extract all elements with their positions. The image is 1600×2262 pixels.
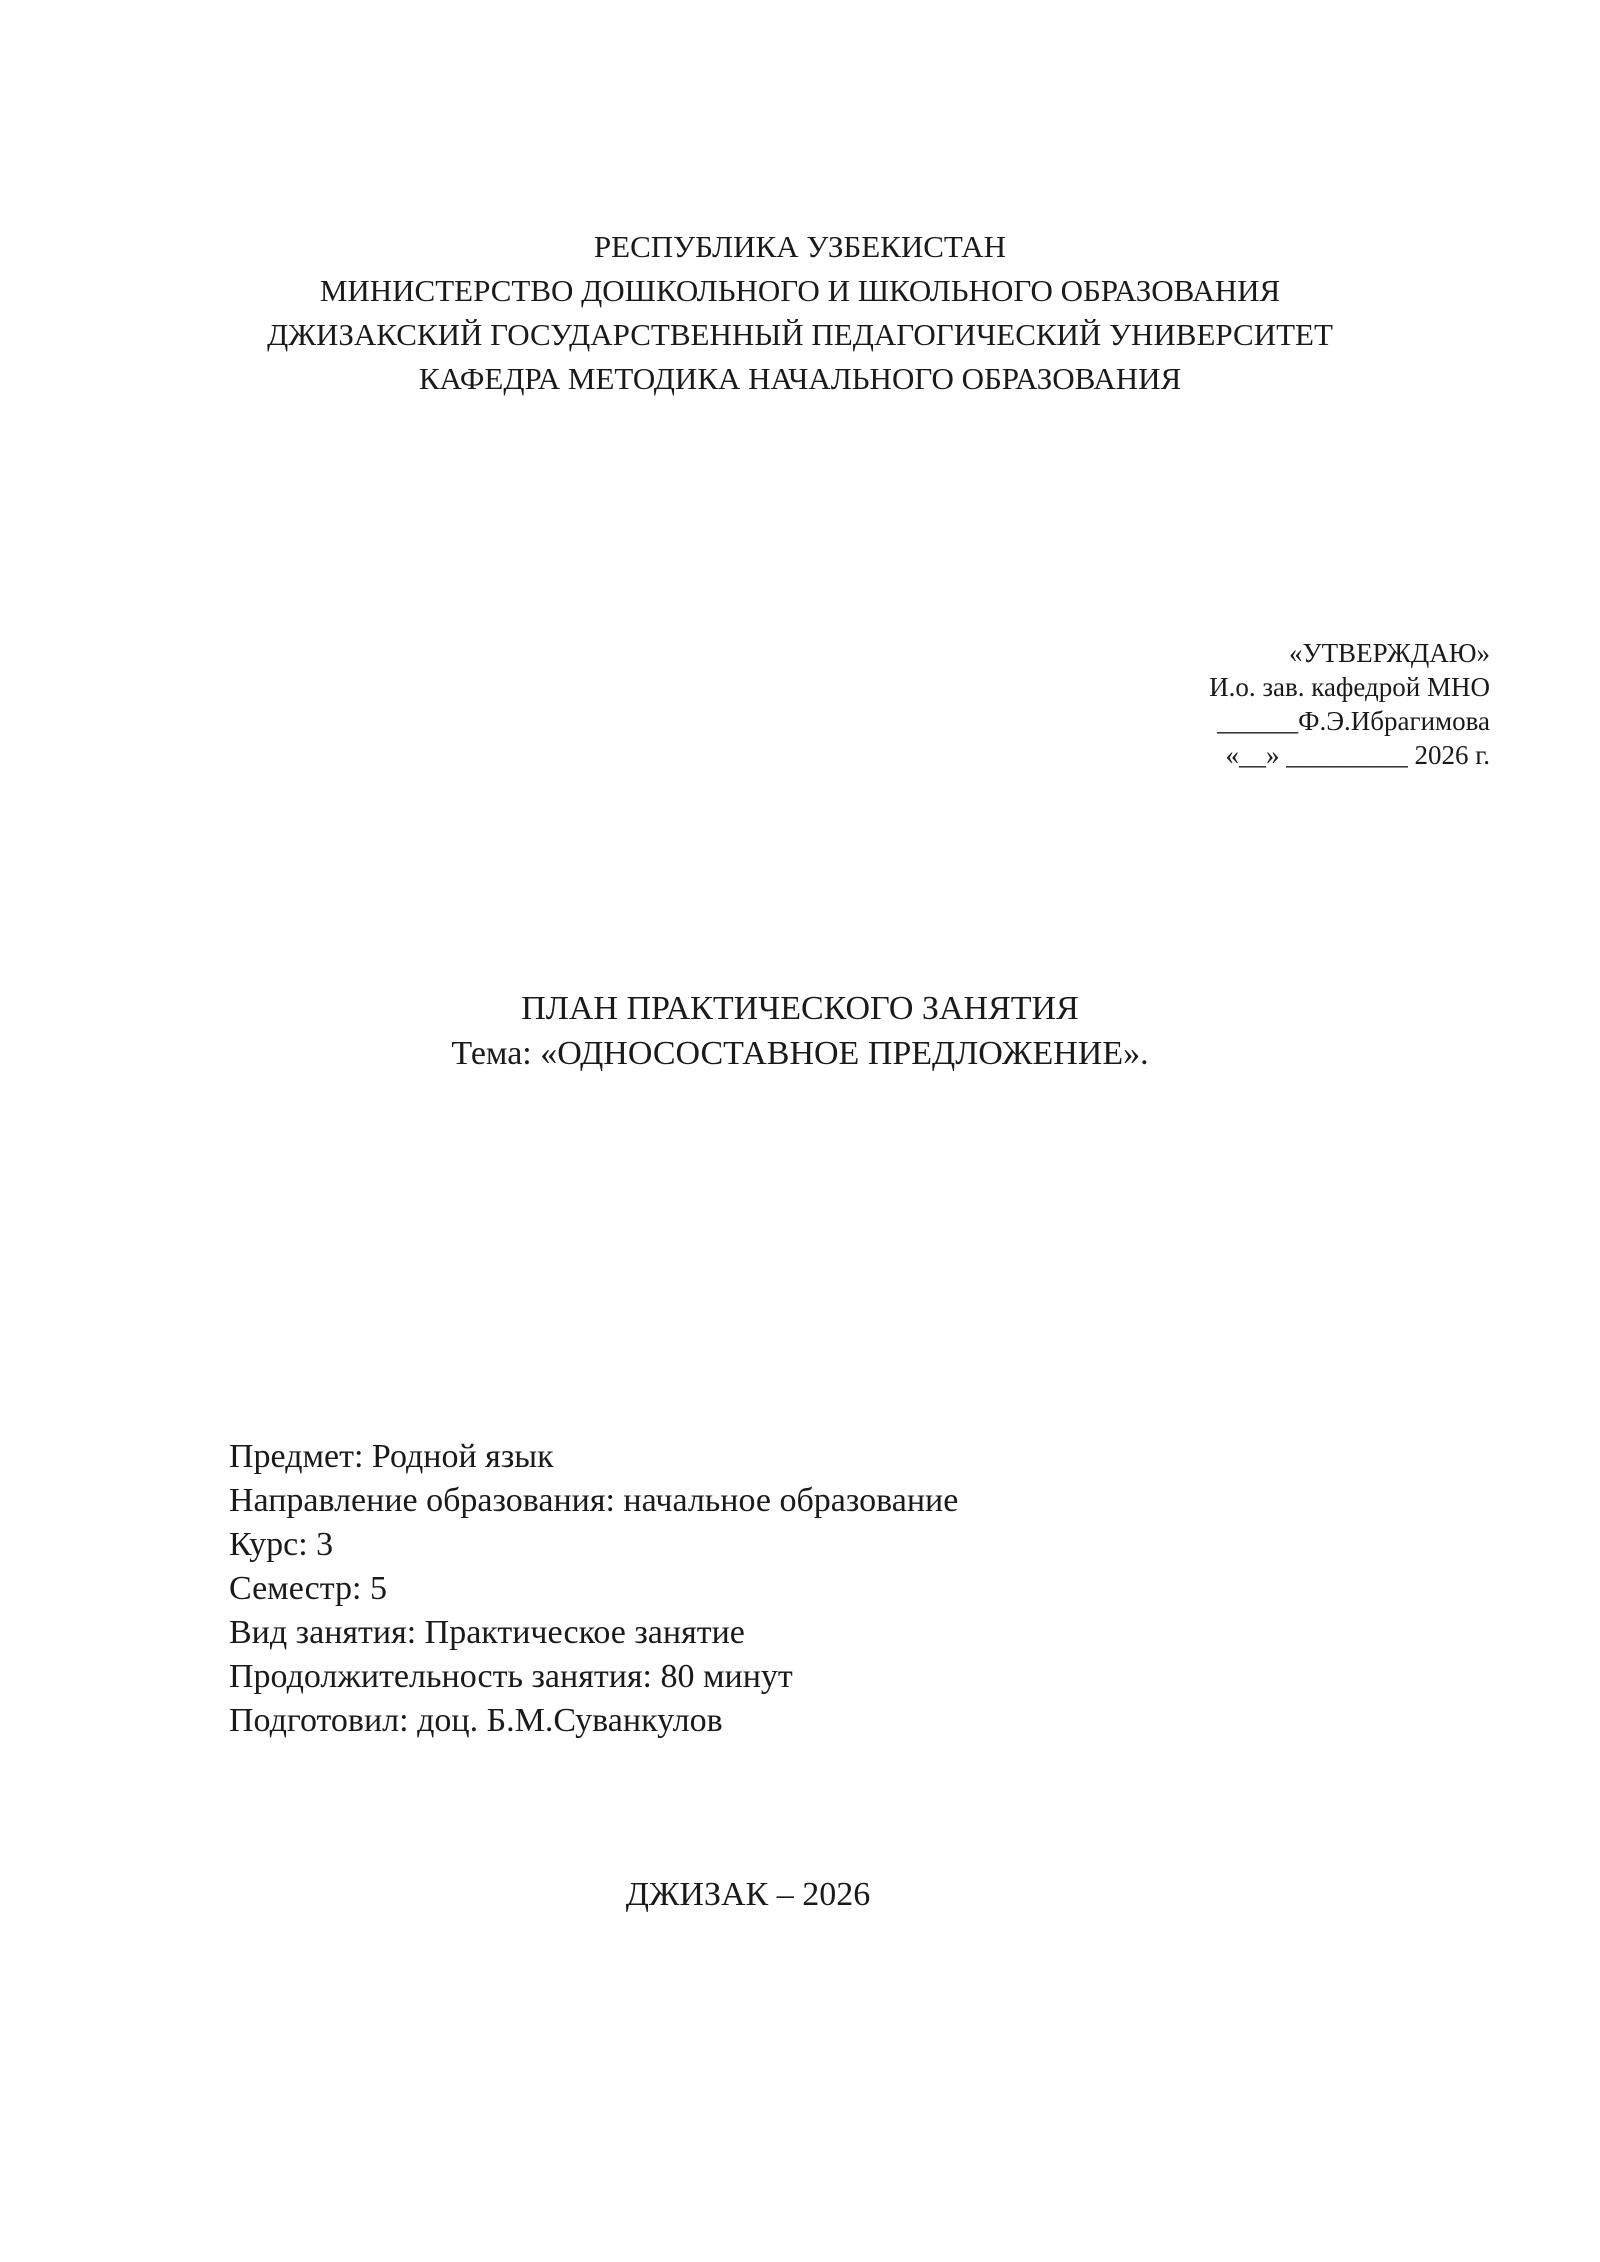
header-country: РЕСПУБЛИКА УЗБЕКИСТАН (593, 229, 1007, 264)
approval-signature: ______Ф.Э.Ибрагимова (1217, 706, 1490, 736)
detail-duration: Продолжительность занятия: 80 минут (229, 1658, 793, 1695)
institution-header (0, 225, 1600, 401)
header-university: ДЖИЗАКСКИЙ ГОСУДАРСТВЕННЫЙ ПЕДАГОГИЧЕСКИЙ УНИВЕРСИТЕТ (267, 317, 1333, 352)
detail-lesson-type: Вид занятия: Практическое занятие (229, 1614, 745, 1651)
approval-position: И.о. зав. кафедрой МНО (1209, 672, 1490, 702)
approval-block (1209, 636, 1490, 772)
title-main: ПЛАН ПРАКТИЧЕСКОГО ЗАНЯТИЯ (521, 990, 1079, 1027)
detail-author: Подготовил: доц. Б.М.Суванкулов (229, 1702, 723, 1739)
detail-semester: Семестр: 5 (229, 1570, 387, 1607)
city-year: ДЖИЗАК – 2026 (625, 1876, 871, 1913)
detail-subject: Предмет: Родной язык (229, 1438, 554, 1475)
approval-heading: «УТВЕРЖДАЮ» (1288, 638, 1490, 668)
document-title (0, 986, 1600, 1076)
lesson-details (229, 1435, 958, 1743)
header-department: КАФЕДРА МЕТОДИКА НАЧАЛЬНОГО ОБРАЗОВАНИЯ (418, 361, 1182, 396)
detail-course: Курс: 3 (229, 1526, 334, 1563)
detail-direction: Направление образования: начальное образование (229, 1482, 959, 1519)
title-topic: Тема: «ОДНОСОСТАВНОЕ ПРЕДЛОЖЕНИЕ». (451, 1035, 1149, 1072)
header-ministry: МИНИСТЕРСТВО ДОШКОЛЬНОГО И ШКОЛЬНОГО ОБРАЗОВАНИЯ (319, 273, 1281, 308)
approval-date: «__» _________ 2026 г. (1225, 740, 1490, 770)
